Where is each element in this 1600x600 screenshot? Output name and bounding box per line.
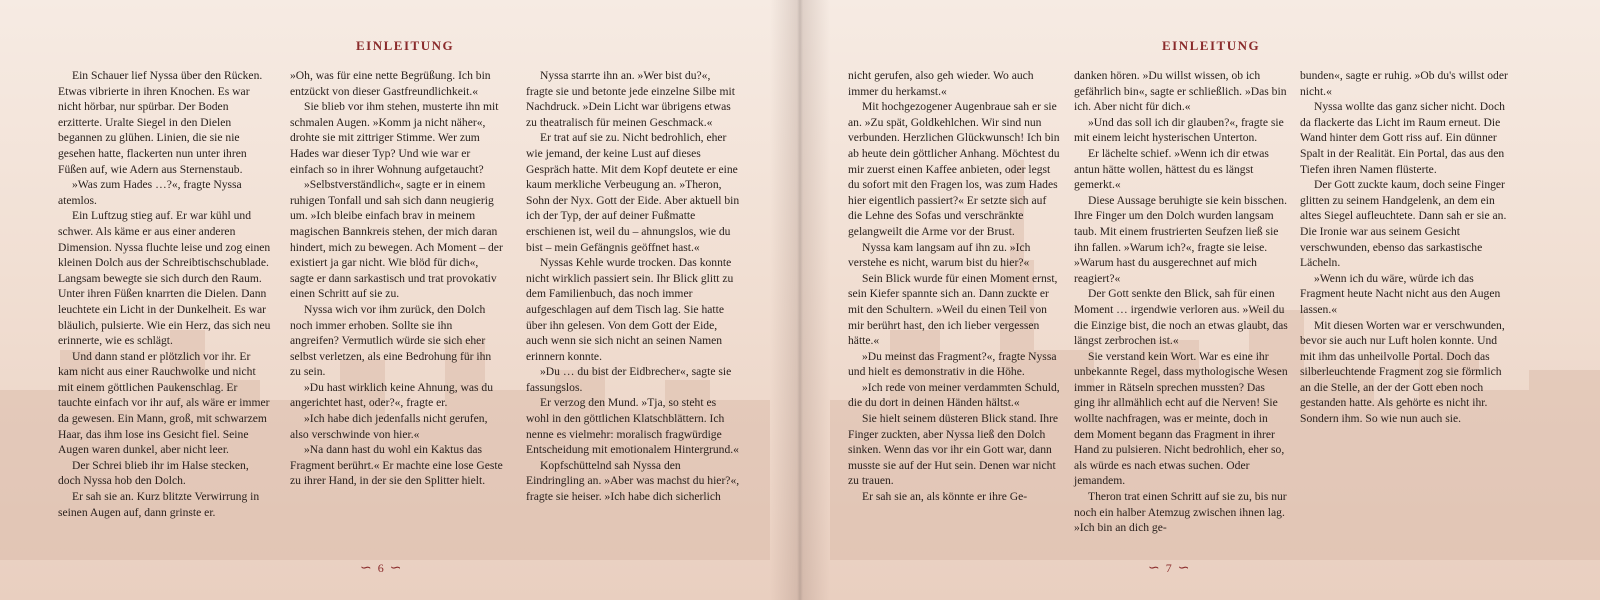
paragraph: Der Schrei blieb ihr im Halse stecken, doch Nyssa hob den Dolch. (58, 458, 249, 488)
paragraph: Nyssa wollte das ganz sicher nicht. Doch da flackerte das Licht im Raum erneut. Die Wand hinter dem Gott riss auf. Ein dünner Spalt in der Realität. Ein Portal, das aus den Tiefen ihren Namen flüsterte. (1300, 100, 1505, 176)
text-column-3 (1300, 68, 1514, 427)
paragraph: Ein Schauer lief Nyssa über den Rücken. Etwas vibrierte in ihren Knochen. Es war nicht hörbar, nur spürbar. Der Boden erzitterte. Uralte Siegel in den Dielen begannen zu glühen. Linien, die sie nie gesehen hatte, flackerten nun unter ihren Füßen auf, wie Adern aus Sternenstaub. (58, 69, 263, 176)
page-number: 7 (1165, 561, 1172, 575)
paragraph: Sie hielt seinem düsteren Blick stand. Ihre Finger zuckten, aber Nyssa ließ den Dolch sinken. Wenn das vor ihr ein Gott war, dann musste sie auf der Hut sein. Denen war nicht zu trauen. (848, 412, 1059, 488)
paragraph: Er lächelte schief. »Wenn ich dir etwas antun hätte wollen, hättest du es längst gemerkt.« (1074, 146, 1269, 192)
paragraph: Kopfschüttelnd sah Nyssa den Eindringling an. »Aber was machst du hier?«, fragte sie heiser. »Ich habe dich sicherlich (526, 458, 740, 504)
paragraph: Nyssa starrte ihn an. »Wer bist du?«, fragte sie und betonte jede einzelne Silbe mit Nachdruck. »Dein Licht war übrigens etwas zu theatralisch für meinen Geschmack.« (526, 69, 735, 129)
paragraph: Sie verstand kein Wort. War es eine ihr unbekannte Regel, dass mythologische Wesen immer in Rätseln sprechen mussten? Das ging ihr allmählich echt auf die Nerven! Sie wollte nachfragen, was er meinte, doch in dem Moment begann das Fragment in ihrer Hand zu pulsieren. Nicht bedrohlich, eher so, als würde es nach etwas suchen. Oder jemandem. (1074, 349, 1288, 488)
paragraph: Nyssa wich vor ihm zurück, den Dolch noch immer erhoben. Sollte sie ihn angreifen? Vermutlich würde sie sich eher selbst verletzen, als eine Bedrohung für ihn zu sein. (290, 302, 492, 379)
paragraph: »Na dann hast du wohl ein Kaktus das Fragment berührt.« Er machte eine lose Geste zu ihrer Hand, in der sie den Splitter hielt. (290, 443, 503, 488)
paragraph: »Du hast wirklich keine Ahnung, was du angerichtet hast, oder?«, fragte er. (290, 380, 494, 410)
paragraph: Er verzog den Mund. »Tja, so steht es wohl in den göttlichen Klatschblättern. Ich nenne es vielmehr: moralisch fragwürdige Entscheidung mit emotionalem Hintergrund.« (526, 396, 739, 457)
paragraph: nicht gerufen, also geh wieder. Wo auch immer du herkamst.« (848, 69, 1034, 98)
paragraph: Nyssa kam langsam auf ihn zu. »Ich verstehe es nicht, warum bist du hier?« (848, 240, 1031, 270)
text-column-3 (526, 68, 740, 505)
paragraph: »Du meinst das Fragment?«, fragte Nyssa und hielt es demonstrativ in die Höhe. (848, 349, 1057, 379)
paragraph: Nyssas Kehle wurde trocken. Das konnte nicht wirklich passiert sein. Ihr Blick glitt zu dem Familienbuch, das noch immer aufgeschlagen auf dem Tisch lag. Sie hatte über ihn gelesen. Von dem Gott der Eide, auch wenn sie sich nicht an seinen Namen erinnern konnte. (526, 256, 734, 363)
paragraph: »Oh, was für eine nette Begrüßung. Ich bin entzückt von dieser Gastfreundlichkeit.« (290, 69, 491, 98)
paragraph: »Ich habe dich jedenfalls nicht gerufen, also verschwinde von hier.« (290, 412, 488, 441)
page-number: 6 (377, 561, 384, 575)
paragraph: Der Gott senkte den Blick, sah für einen Moment … irgendwie verloren aus. »Weil du die Einzige bist, die noch an etwas glaubt, das längst zerbrochen ist.« (1074, 287, 1288, 348)
paragraph: »Ich rede von meiner verdammten Schuld, die du dort in deinen Händen hältst.« (848, 380, 1060, 410)
text-column-2 (1074, 68, 1288, 536)
paragraph: »Und das soll ich dir glauben?«, fragte sie mit einem leicht hysterischen Unterton. (1074, 115, 1284, 145)
paragraph: Sein Blick wurde für einen Moment ernst, sein Kiefer spannte sich an. Dann zuckte er mit den Schultern. »Weil du einen Teil von mir berührt hast, den ich lieber vergessen hätte.« (848, 271, 1058, 348)
text-column-1 (58, 68, 272, 520)
paragraph: Er sah sie an. Kurz blitzte Verwirrung in seinen Augen auf, dann grinste er. (58, 490, 260, 519)
swash-ornament-icon: ∽ (389, 561, 402, 576)
swash-ornament-icon: ∽ (360, 561, 372, 576)
chapter-title: EINLEITUNG (1162, 38, 1261, 53)
paragraph: Und dann stand er plötzlich vor ihr. Er kam nicht aus einer Rauchwolke und nicht mit einem göttlichen Paukenschlag. Er tauchte einfach vor ihr auf, als wäre er immer da gewesen. Ein Mann, groß, mit schwarzem Haar, das ihm lose ins Gesicht fiel. Seine Augen waren dunkel, aber nicht leer. (58, 349, 270, 457)
paragraph: »Was zum Hades …?«, fragte Nyssa atemlos. (58, 178, 242, 207)
paragraph: »Wenn ich du wäre, würde ich das Fragment heute Nacht nicht aus den Augen lassen.« (1300, 271, 1501, 316)
paragraph: »Du … du bist der Eidbrecher«, sagte sie fassungslos. (526, 365, 732, 394)
paragraph: Theron trat einen Schritt auf sie zu, bis nur noch ein halber Atemzug zwischen ihnen lag. »Ich bin an dich ge- (1074, 490, 1287, 535)
chapter-title: EINLEITUNG (356, 38, 455, 53)
right-page (800, 0, 1600, 600)
page-folio (360, 560, 401, 577)
paragraph: Der Gott zuckte kaum, doch seine Finger glitten zu seinem Handgelenk, an dem ein altes Siegel aufleuchtete. Dann sah er sie an. Die Ironie war aus seinem Gesicht verschwunden, ebenso das sarkastische Lächeln. (1300, 178, 1507, 270)
paragraph: Sie blieb vor ihm stehen, musterte ihn mit schmalen Augen. »Komm ja nicht näher«, drohte sie mit zittriger Stimme. Wer zum Hades war dieser Typ? Und wie war er einfach so in ihrer Wohnung aufgetaucht? (290, 100, 499, 176)
paragraph: Diese Aussage beruhigte sie kein bisschen. Ihre Finger um den Dolch wurden langsam taub. Mit einem frustrierten Seufzen ließ sie ihn fallen. »Warum ich?«, fragte sie leise. »Warum hast du ausgerechnet auf mich reagiert?« (1074, 193, 1287, 285)
paragraph: »Selbstverständlich«, sagte er in einem ruhigen Tonfall und sah sich dann neugierig um. »Ich bleibe einfach brav in meinem magischen Bannkreis stehen, der mich daran hindert, mich zu bewegen. Ach Moment – der existiert ja gar nicht. Wie blöd für dich«, sagte er dann sarkastisch und trat provokativ einen Schritt auf sie zu. (290, 178, 503, 301)
page-folio (1148, 560, 1189, 577)
paragraph: Mit diesen Worten war er verschwunden, bevor sie auch nur Luft holen konnte. Und mit ihm das unheilvolle Portal. Doch das silberleuchtende Fragment zog sie förmlich an die Stelle, an der der Gott eben noch gestanden hatte. Als gehörte es nicht ihr. Sondern ihm. So wie nun auch sie. (1300, 318, 1505, 426)
text-column-1 (848, 68, 1062, 505)
paragraph: Er sah sie an, als könnte er ihre Ge- (862, 490, 1028, 504)
paragraph: Mit hochgezogener Augenbraue sah er sie an. »Zu spät, Goldkehlchen. Wir sind nun verbunden. Herzlichen Glückwunsch! Ich bin ab heute dein göttlicher Anhang. Möchtest du mir zuerst einen Kaffee anbieten, oder legst du sofort mit den Fragen los, was zum Hades hier eigentlich passiert?« Er setzte sich auf die Lehne des Sofas und verschränkte gelangweilt die Arme vor der Brust. (848, 100, 1060, 238)
paragraph: danken hören. »Du willst wissen, ob ich gefährlich bin«, sagte er schließlich. »Das bin ich. Aber nicht für dich.« (1074, 69, 1287, 114)
swash-ornament-icon: ∽ (1148, 561, 1160, 576)
swash-ornament-icon: ∽ (1177, 561, 1190, 576)
paragraph: Ein Luftzug stieg auf. Er war kühl und schwer. Als käme er aus einer anderen Dimension. Nyssa fluchte leise und zog einen kleinen Dolch aus der Schreibtischschublade. Langsam bewegte sie sich durch den Raum. Unter ihren Füßen knarrten die Dielen. Dann leuchtete ein Licht in der Dunkelheit. Es war bläulich, pulsierte. Wie ein Herz, das sich neu erinnerte, wie es schlägt. (58, 209, 271, 348)
paragraph: Er trat auf sie zu. Nicht bedrohlich, eher wie jemand, der keine Lust auf dieses Gespräch hatte. Mit dem Kopf deutete er eine kaum merkliche Verbeugung an. »Theron, Sohn der Nyx. Gott der Eide. Aber aktuell bin ich der Typ, der auf deiner Fußmatte erschienen ist, weil du – ahnungslos, wie du bist – mein Gefängnis geöffnet hast.« (526, 131, 740, 254)
paragraph: bunden«, sagte er ruhig. »Ob du's willst oder nicht.« (1300, 69, 1508, 98)
text-column-2 (290, 68, 504, 489)
